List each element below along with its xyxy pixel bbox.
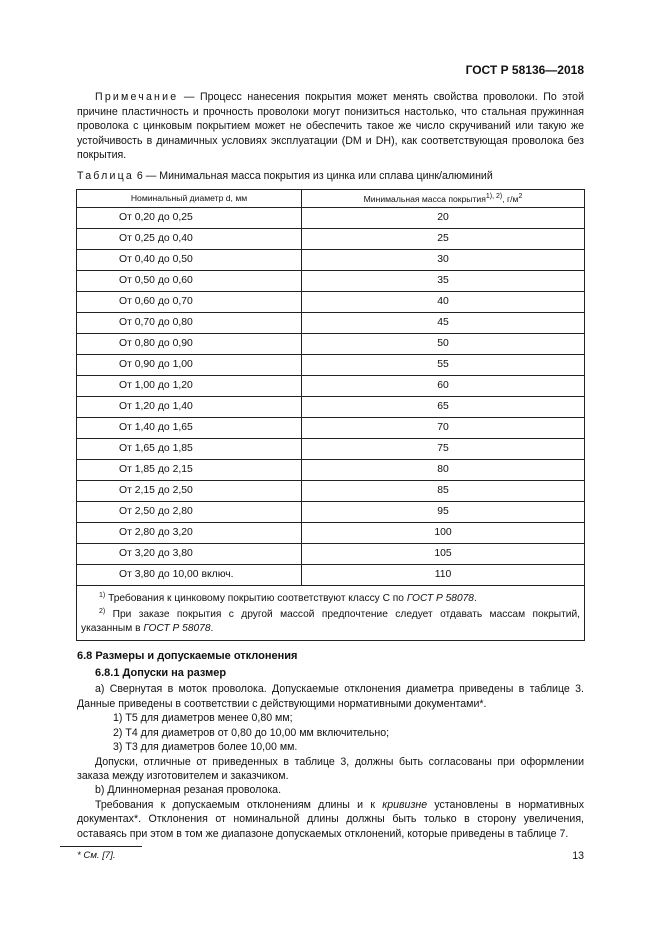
list-item: 2) Т4 для диаметров от 0,80 до 10,00 мм включительно; <box>113 726 390 739</box>
mass-cell: 75 <box>302 438 585 459</box>
table-row <box>77 438 585 459</box>
page-number: 13 <box>572 850 584 862</box>
diameter-cell: От 0,40 до 0,50 <box>77 249 302 270</box>
table-row <box>77 501 585 522</box>
mass-cell: 80 <box>302 459 585 480</box>
diameter-cell: От 0,90 до 1,00 <box>77 354 302 375</box>
mass-cell: 110 <box>302 564 585 585</box>
mass-cell: 65 <box>302 396 585 417</box>
diameter-cell: От 1,65 до 1,85 <box>77 438 302 459</box>
table-row <box>77 249 585 270</box>
table-footnotes-row <box>77 585 585 641</box>
diameter-cell: От 3,80 до 10,00 включ. <box>77 564 302 585</box>
table-row <box>77 396 585 417</box>
mass-cell: 20 <box>302 207 585 228</box>
table-row <box>77 459 585 480</box>
table-row <box>77 333 585 354</box>
footnote-end: . <box>210 622 214 634</box>
note-label: Примечание <box>95 91 179 103</box>
mass-cell: 95 <box>302 501 585 522</box>
table-row <box>77 354 585 375</box>
diameter-cell: От 3,20 до 3,80 <box>77 543 302 564</box>
table-caption-text: 6 — Минимальная масса покрытия из цинка или сплава цинк/алюминий <box>133 169 493 182</box>
paragraph-requirements <box>77 798 584 841</box>
table-row <box>77 522 585 543</box>
diameter-cell: От 0,70 до 0,80 <box>77 312 302 333</box>
col-header-diameter: Номинальный диаметр d, мм <box>77 189 302 207</box>
paragraph-b: b) Длинномерная резаная проволока. <box>95 784 282 797</box>
footnote-mark: 2) <box>99 608 106 616</box>
table-header-row <box>77 189 585 207</box>
table-row <box>77 207 585 228</box>
diameter-cell: От 1,00 до 1,20 <box>77 375 302 396</box>
mass-cell: 40 <box>302 291 585 312</box>
mass-cell: 70 <box>302 417 585 438</box>
section-6-8 <box>76 648 585 840</box>
footnote-ref: ГОСТ Р 58078 <box>143 622 211 634</box>
req-text-2: установлены в нормативных документах*. Отклонения от номинальной длины должны быть только в сторону увеличения, оставаясь при этом в том же диапазоне допускаемых отклонений, которые приведены в таблице 7. <box>77 798 584 840</box>
paragraph-tolerances: Допуски, отличные от приведенных в таблице 3, должны быть согласованы при оформлении заказа между изготовителем и заказчиком. <box>77 755 584 782</box>
diameter-cell: От 0,20 до 0,25 <box>77 207 302 228</box>
diameter-cell: От 2,15 до 2,50 <box>77 480 302 501</box>
note-text: — Процесс нанесения покрытия может менять свойства проволоки. По этой причине пластичность и прочность проволоки могут понизиться настолько, что стальная пружинная проволока с цинковым покрытием может не обеспечить такое же число скручиваний или такую же устойчивость в динамичных условиях эксплуатации (DM и DH), как соответствующая проволока без покрытия. <box>77 91 584 162</box>
table-row <box>77 228 585 249</box>
footnotes-cell <box>77 585 585 641</box>
footnote-divider <box>60 846 142 847</box>
footnote-mark: 1) <box>99 591 106 599</box>
footnote-text: При заказе покрытия с другой массой предпочтение следует отдавать массам покрытий, указанным в <box>81 609 580 634</box>
table-row <box>77 564 585 585</box>
section-6-8-title: 6.8 Размеры и допускаемые отклонения <box>77 650 298 663</box>
diameter-cell: От 2,80 до 3,20 <box>77 522 302 543</box>
list-item: 3) Т3 для диаметров более 10,00 мм. <box>113 741 298 754</box>
footnote-text: Требования к цинковому покрытию соответствуют классу С по <box>105 592 407 604</box>
diameter-cell: От 0,25 до 0,40 <box>77 228 302 249</box>
diameter-cell: От 2,50 до 2,80 <box>77 501 302 522</box>
section-6-8-1-title: 6.8.1 Допуски на размер <box>95 667 227 680</box>
col-header-sup: 1), 2) <box>485 192 503 200</box>
page-footnote: * См. [7]. <box>77 849 116 861</box>
paragraph-a: a) Свернутая в моток проволока. Допускаемые отклонения диаметра приведены в таблице 3. Данные приведены в соответствии с действующими нормативными документами*. <box>77 683 584 710</box>
document-header: ГОСТ Р 58136—2018 <box>465 63 584 77</box>
mass-cell: 35 <box>302 270 585 291</box>
mass-cell: 105 <box>302 543 585 564</box>
diameter-cell: От 1,85 до 2,15 <box>77 459 302 480</box>
mass-cell: 60 <box>302 375 585 396</box>
tolerance-list <box>113 711 585 754</box>
diameter-cell: От 1,20 до 1,40 <box>77 396 302 417</box>
diameter-cell: От 1,40 до 1,65 <box>77 417 302 438</box>
footnote-ref: ГОСТ Р 58078 <box>406 592 474 604</box>
req-text-1: Требования к допускаемым отклонениям длины и к <box>95 798 383 811</box>
table-footnote <box>81 589 580 606</box>
mass-cell: 100 <box>302 522 585 543</box>
diameter-cell: От 0,50 до 0,60 <box>77 270 302 291</box>
table-row <box>77 417 585 438</box>
list-item: 1) Т5 для диаметров менее 0,80 мм; <box>113 712 293 725</box>
footnote-end: . <box>473 592 477 604</box>
mass-cell: 45 <box>302 312 585 333</box>
note-paragraph <box>77 90 584 163</box>
col-header-mass-text: Минимальная масса покрытия <box>363 193 486 204</box>
table-row <box>77 375 585 396</box>
table-row <box>77 480 585 501</box>
table-caption-label: Таблица <box>77 169 134 182</box>
req-text-emphasis: кривизне <box>382 798 428 811</box>
diameter-cell: От 0,60 до 0,70 <box>77 291 302 312</box>
diameter-cell: От 0,80 до 0,90 <box>77 333 302 354</box>
mass-cell: 50 <box>302 333 585 354</box>
page-body <box>76 90 585 862</box>
table-row <box>77 312 585 333</box>
mass-cell: 25 <box>302 228 585 249</box>
table-caption <box>77 169 585 183</box>
mass-cell: 55 <box>302 354 585 375</box>
col-header-unit: , г/м <box>502 193 519 204</box>
table-footnote <box>81 605 580 635</box>
coating-mass-table <box>76 189 585 642</box>
table-row <box>77 270 585 291</box>
table-row <box>77 543 585 564</box>
col-header-mass <box>302 189 585 207</box>
mass-cell: 30 <box>302 249 585 270</box>
col-header-unit-sup: 2 <box>518 192 523 200</box>
mass-cell: 85 <box>302 480 585 501</box>
table-row <box>77 291 585 312</box>
